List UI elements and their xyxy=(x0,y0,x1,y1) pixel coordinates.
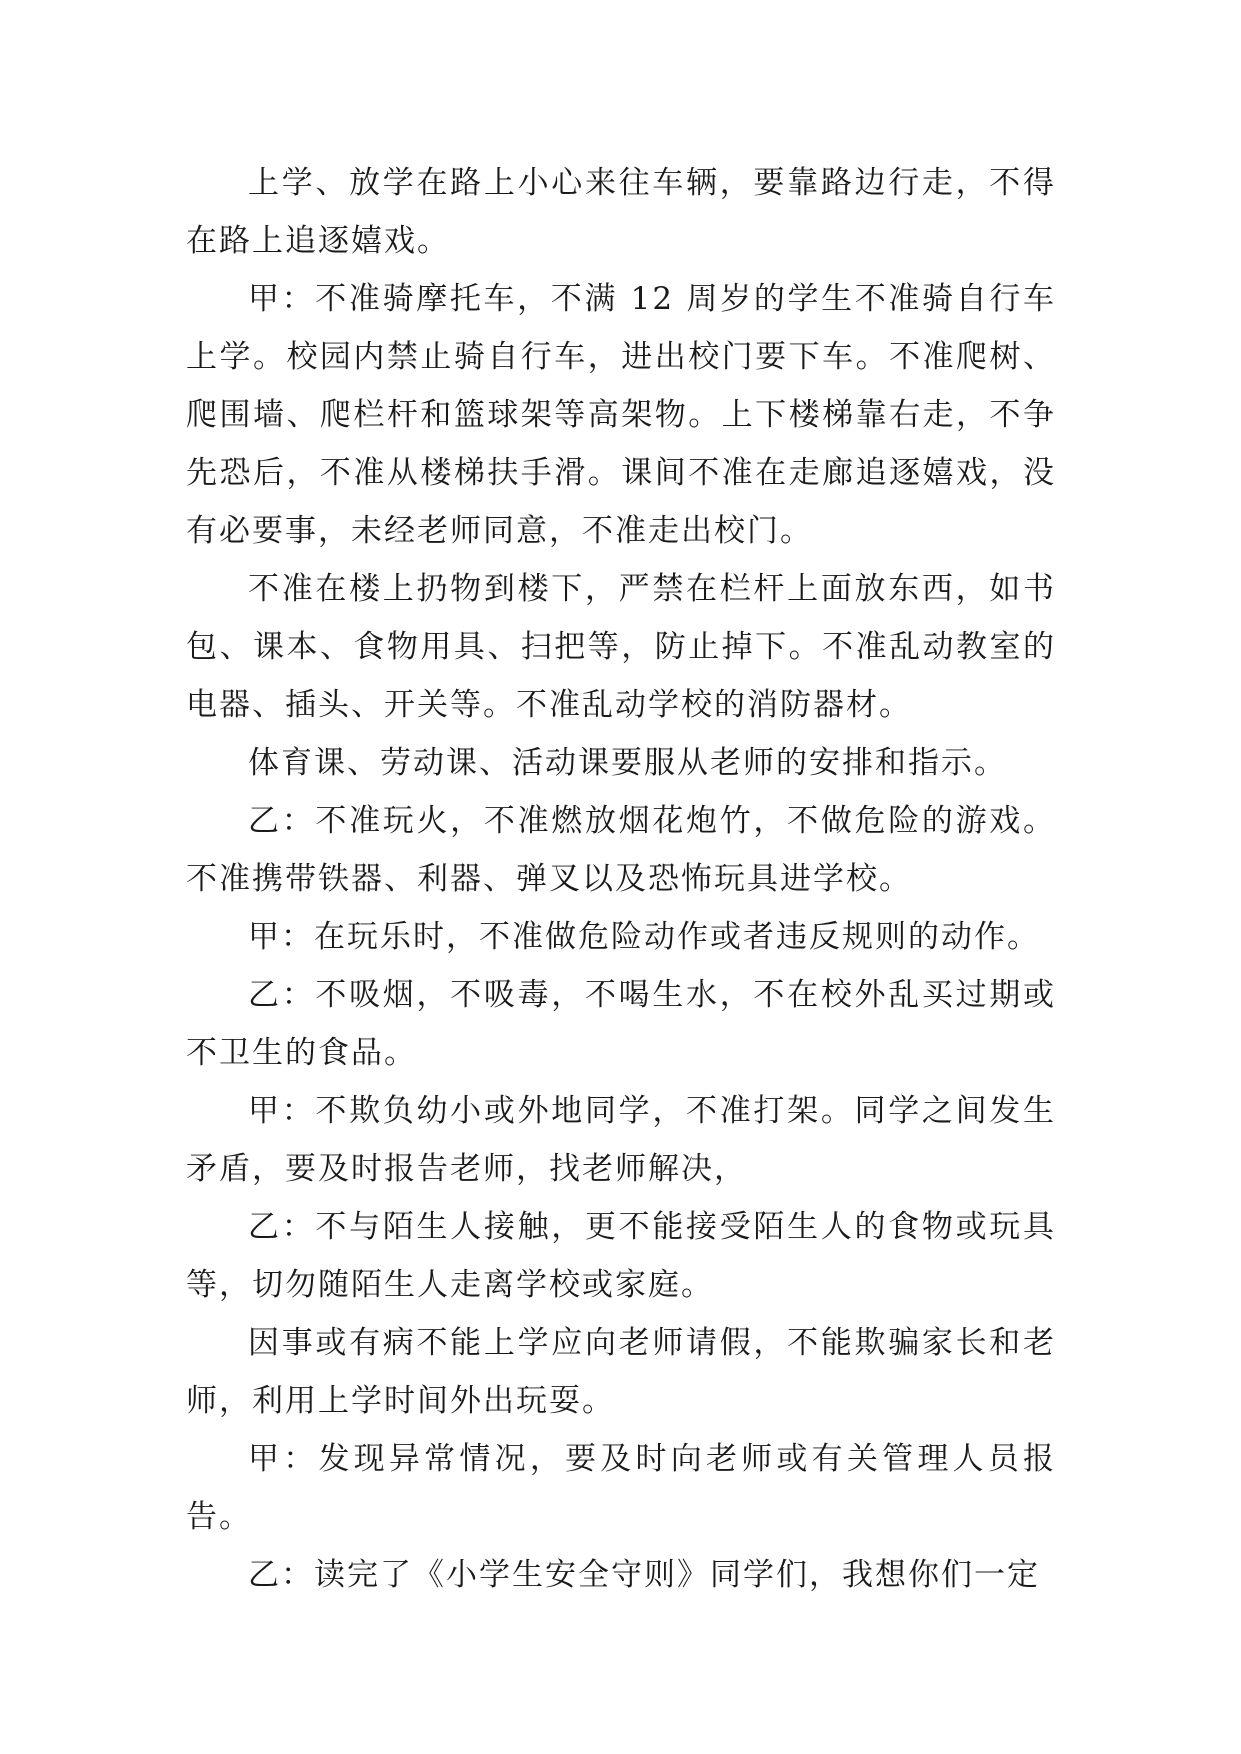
paragraph-5: 乙：不准玩火，不准燃放烟花炮竹，不做危险的游戏。不准携带铁器、利器、弹叉以及恐怖玩具进学校。 xyxy=(186,803,1056,897)
paragraph-11: 甲：发现异常情况，要及时向老师或有关管理人员报告。 xyxy=(186,1441,1056,1535)
paragraph-4: 体育课、劳动课、活动课要服从老师的安排和指示。 xyxy=(248,745,1007,781)
paragraph-6: 甲：在玩乐时，不准做危险动作或者违反规则的动作。 xyxy=(248,919,1040,955)
paragraph-2: 甲：不准骑摩托车，不满 12 周岁的学生不准骑自行车上学。校园内禁止骑自行车，进出校门要下车。不准爬树、爬围墙、爬栏杆和篮球架等高架物。上下楼梯靠右走，不争先恐后，不准从楼梯扶手滑。课间不准在走廊追逐嬉戏，没有必要事，未经老师同意，不准走出校门。 xyxy=(186,281,1056,549)
paragraph-8: 甲：不欺负幼小或外地同学，不准打架。同学之间发生矛盾，要及时报告老师，找老师解决， xyxy=(186,1093,1056,1187)
paragraph-10: 因事或有病不能上学应向老师请假，不能欺骗家长和老师，利用上学时间外出玩耍。 xyxy=(186,1325,1056,1419)
document-body xyxy=(186,154,1056,1604)
paragraph-1: 上学、放学在路上小心来往车辆，要靠路边行走，不得在路上追逐嬉戏。 xyxy=(186,165,1056,259)
paragraph-12: 乙：读完了《小学生安全守则》同学们，我想你们一定 xyxy=(248,1557,1040,1593)
paragraph-9: 乙：不与陌生人接触，更不能接受陌生人的食物或玩具等，切勿随陌生人走离学校或家庭。 xyxy=(186,1209,1056,1303)
paragraph-3: 不准在楼上扔物到楼下，严禁在栏杆上面放东西，如书包、课本、食物用具、扫把等，防止掉下。不准乱动教室的电器、插头、开关等。不准乱动学校的消防器材。 xyxy=(186,571,1056,723)
paragraph-7: 乙：不吸烟，不吸毒，不喝生水，不在校外乱买过期或不卫生的食品。 xyxy=(186,977,1056,1071)
